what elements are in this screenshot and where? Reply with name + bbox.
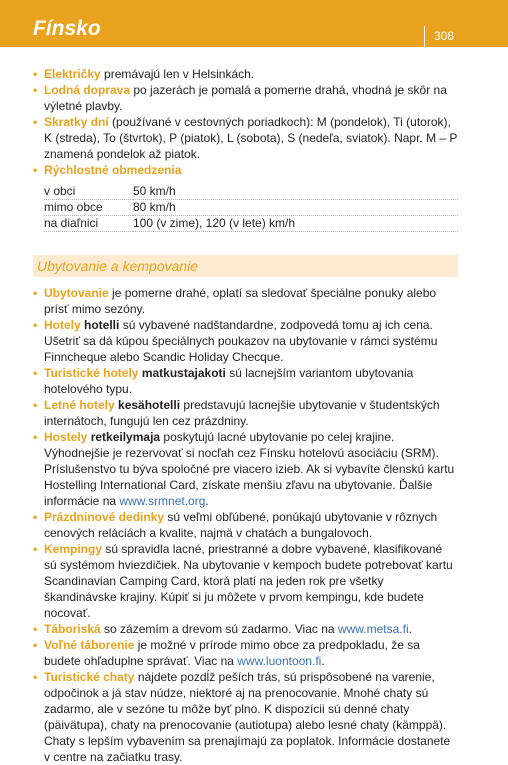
item-local-name: matkustajakoti (138, 366, 226, 380)
web-link[interactable]: www.luontoon.fi (237, 654, 322, 668)
list-item (33, 637, 458, 669)
list-item (33, 397, 458, 429)
item-term: Lodná doprava (44, 83, 131, 97)
item-text: poskytujú lacné ubytovanie po celej krajine. Výhodnejšie je rezervovať si nocľah cez Fínsku hotelovú asociáciu (SRM). Príslušenstvo tu býva spoločné pre viacero izieb. Ak si vybavíte členskú kartu Hostelling International Card, získate menšiu zľavu na ubytovanie. Ďalšie informácie na (44, 430, 455, 508)
web-link[interactable]: www.srmnet.org (119, 494, 206, 508)
speed-value: 100 (v zime), 120 (v lete) km/h (133, 216, 458, 232)
item-local-name: kesähotelli (114, 398, 181, 412)
list-item (33, 509, 458, 541)
item-term: Rýchlostné obmedzenia (44, 163, 182, 177)
item-text: sú veľmi obľúbené, ponúkajú ubytovanie v rôznych cenových reláciách a kvalite, najmä v chatách a bungalovoch. (44, 510, 438, 540)
speed-limit-table (44, 184, 458, 232)
speed-place: v obci (44, 184, 133, 200)
speed-place: na diaľnici (44, 216, 133, 232)
item-term: Letné hotely (44, 398, 115, 412)
item-text: je možné v prírode mimo obce za predpokladu, že sa budete ohľaduplne správať. Viac na (44, 638, 420, 668)
table-row (44, 200, 458, 216)
item-text: sú vybavené nadštandardne, zodpovedá tomu aj ich cena. Ušetriť sa dá kúpou špeciálnych poukazov na ubytovanie v rámci systému Finncheque alebo Scandic Holiday Checque. (44, 318, 438, 364)
list-item (33, 541, 458, 621)
list-item (33, 429, 458, 509)
table-row (44, 216, 458, 232)
page-header (0, 0, 508, 47)
item-text: nájdete pozdĺž peších trás, sú prispôsobené na varenie, odpočinok a já stav núdze, niektoré aj na prenocovanie. Mnohé chaty sú zadarmo, ale v sezóne tu môže byť plno. K dispozícii sú denné chaty (päivätupa), chaty na prenocovanie (autiotupa) alebo lesné chaty (kämppä). Chaty s lepším vybavením sa prenajímajú za poplatok. Informácie dostanete v centre na začiatku trasy. (44, 670, 451, 764)
item-text: sú lacnejším variantom ubytovania hotelového typu. (44, 366, 414, 396)
web-link[interactable]: www.metsa.fi (337, 622, 409, 636)
list-item (33, 365, 458, 397)
item-text: sú spravidla lacné, priestranné a dobre vybavené, klasifikované sú systémom hviezdičiek. Na ubytovanie v kempoch budete potrebovať kartu Scandinavian Camping Card, ktorá platí na jeden rok pre všetky škandinávske krajiny. Kúpiť si ju môžete v prvom kempingu, kde budete nocovať. (44, 542, 453, 620)
item-term: Hostely (44, 430, 88, 444)
list-item (33, 285, 458, 317)
page-content (33, 66, 458, 765)
speed-value: 80 km/h (133, 200, 458, 216)
section-heading: Ubytovanie a kempovanie (33, 255, 458, 277)
list-item (33, 317, 458, 365)
item-local-name: hotelli (80, 318, 120, 332)
item-local-name: retkeilymaja (87, 430, 161, 444)
item-term: Ubytovanie (44, 286, 109, 300)
list-item (33, 162, 458, 178)
item-text: premávajú len v Helsinkách. (100, 67, 255, 81)
page-number: 308 (434, 29, 455, 43)
speed-place: mimo obce (44, 200, 133, 216)
list-item (33, 621, 458, 637)
accommodation-list (33, 285, 458, 765)
item-term: Električky (44, 67, 101, 81)
chapter-title: Fínsko (33, 17, 101, 40)
item-term: Turistické chaty (44, 670, 135, 684)
list-item (33, 114, 458, 162)
item-text-end: . (205, 494, 209, 508)
item-text-end: . (408, 622, 412, 636)
item-term: Prázdninové dedinky (44, 510, 165, 524)
item-text-end: . (321, 654, 325, 668)
list-item (33, 66, 458, 82)
item-text: predstavujú lacnejšie ubytovanie v študentských internátoch, fungujú len cez prázdniny. (44, 398, 440, 428)
item-text: po jazerách je pomalá a pomerne drahá, vhodná je skôr na výletné plavby. (44, 83, 447, 113)
list-item (33, 82, 458, 114)
item-term: Táboriská (44, 622, 101, 636)
item-term: Voľné táborenie (44, 638, 135, 652)
header-divider (424, 26, 425, 47)
speed-value: 50 km/h (133, 184, 458, 200)
item-text: so zázemím a drevom sú zadarmo. Viac na (100, 622, 338, 636)
item-text: (používané v cestovných poriadkoch): M (pondelok), Ti (utorok), K (streda), To (štvrtok), P (piatok), L (sobota), S (nedeľa, sviatok). Napr. M – P znamená pondelok až piatok. (44, 115, 458, 161)
item-term: Hotely (44, 318, 81, 332)
item-term: Turistické hotely (44, 366, 139, 380)
item-term: Kempingy (44, 542, 103, 556)
table-row (44, 184, 458, 200)
transport-list (33, 66, 458, 178)
item-term: Skratky dní (44, 115, 109, 129)
list-item (33, 669, 458, 765)
item-text: je pomerne drahé, oplatí sa sledovať špeciálne ponuky alebo prísť mimo sezóny. (44, 286, 437, 316)
